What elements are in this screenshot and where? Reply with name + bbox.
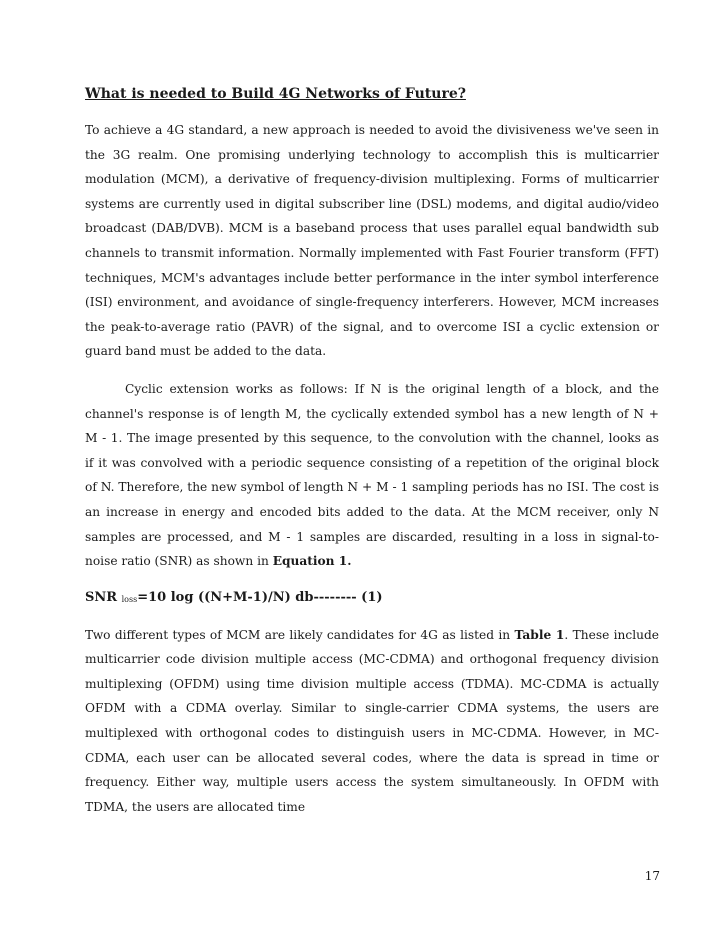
equation-lhs: SNR <box>85 589 118 605</box>
paragraph-mcm-intro: To achieve a 4G standard, a new approach is needed to avoid the divisiveness we've seen in the 3G realm. One promising underlying technology to accomplish this is multicarrier modulation (MCM), a derivative of frequency-division multiplexing. Forms of multicarrier systems are currently used in digital subscriber line (DSL) modems, and digital audio/video broadcast (DAB/DVB). MCM is a baseband process that uses parallel equal bandwidth sub channels to transmit information. Normally implemented with Fast Fourier transform (FFT) techniques, MCM's advantages include better performance in the inter symbol interference (ISI) environment, and avoidance of single-frequency interferers. However, MCM increases the peak-to-average ratio (PAVR) of the signal, and to overcome ISI a cyclic extension or guard band must be added to the data. <box>85 123 659 359</box>
paragraph-gap <box>85 574 659 587</box>
paragraph-mcm-types <box>85 623 659 820</box>
equation-subscript: loss <box>121 594 138 604</box>
paragraph-cyclic-extension <box>85 377 659 574</box>
equation-snr-loss <box>85 587 659 610</box>
page-number: 17 <box>644 869 660 883</box>
paragraph-cyclic-extension-text: Cyclic extension works as follows: If N is the original length of a block, and the channel's response is of length M, the cyclically extended symbol has a new length of N + M - 1. The image presented by this sequence, to the convolution with the channel, looks as if it was convolved with a periodic sequence consisting of a repetition of the original block of N. Therefore, the new symbol of length N + M - 1 sampling periods has no ISI. The cost is an increase in energy and encoded bits added to the data. At the MCM receiver, only N samples are processed, and M - 1 samples are discarded, resulting in a loss in signal-to-noise ratio (SNR) as shown in <box>85 381 659 569</box>
equation-rhs: =10 log ((N+M-1)/N) db-------- (1) <box>137 589 383 605</box>
document-page <box>85 84 659 819</box>
equation-reference: Equation 1. <box>272 554 352 569</box>
paragraph-mcm-types-before: Two different types of MCM are likely candidates for 4G as listed in <box>85 627 515 642</box>
section-heading: What is needed to Build 4G Networks of Future? <box>85 86 466 102</box>
paragraph-gap <box>85 364 659 377</box>
paragraph-gap <box>85 610 659 623</box>
table-reference: Table 1 <box>514 627 565 642</box>
paragraph-mcm-types-after: . These include multicarrier code division multiple access (MC-CDMA) and orthogonal frequency division multiplexing (OFDM) using time division multiple access (TDMA). MC-CDMA is actually OFDM with a CDMA overlay. Similar to single-carrier CDMA systems, the users are multiplexed with orthogonal codes to distinguish users in MC-CDMA. However, in MC-CDMA, each user can be allocated several codes, where the data is spread in time or frequency. Either way, multiple users access the system simultaneously. In OFDM with TDMA, the users are allocated time <box>85 627 659 814</box>
